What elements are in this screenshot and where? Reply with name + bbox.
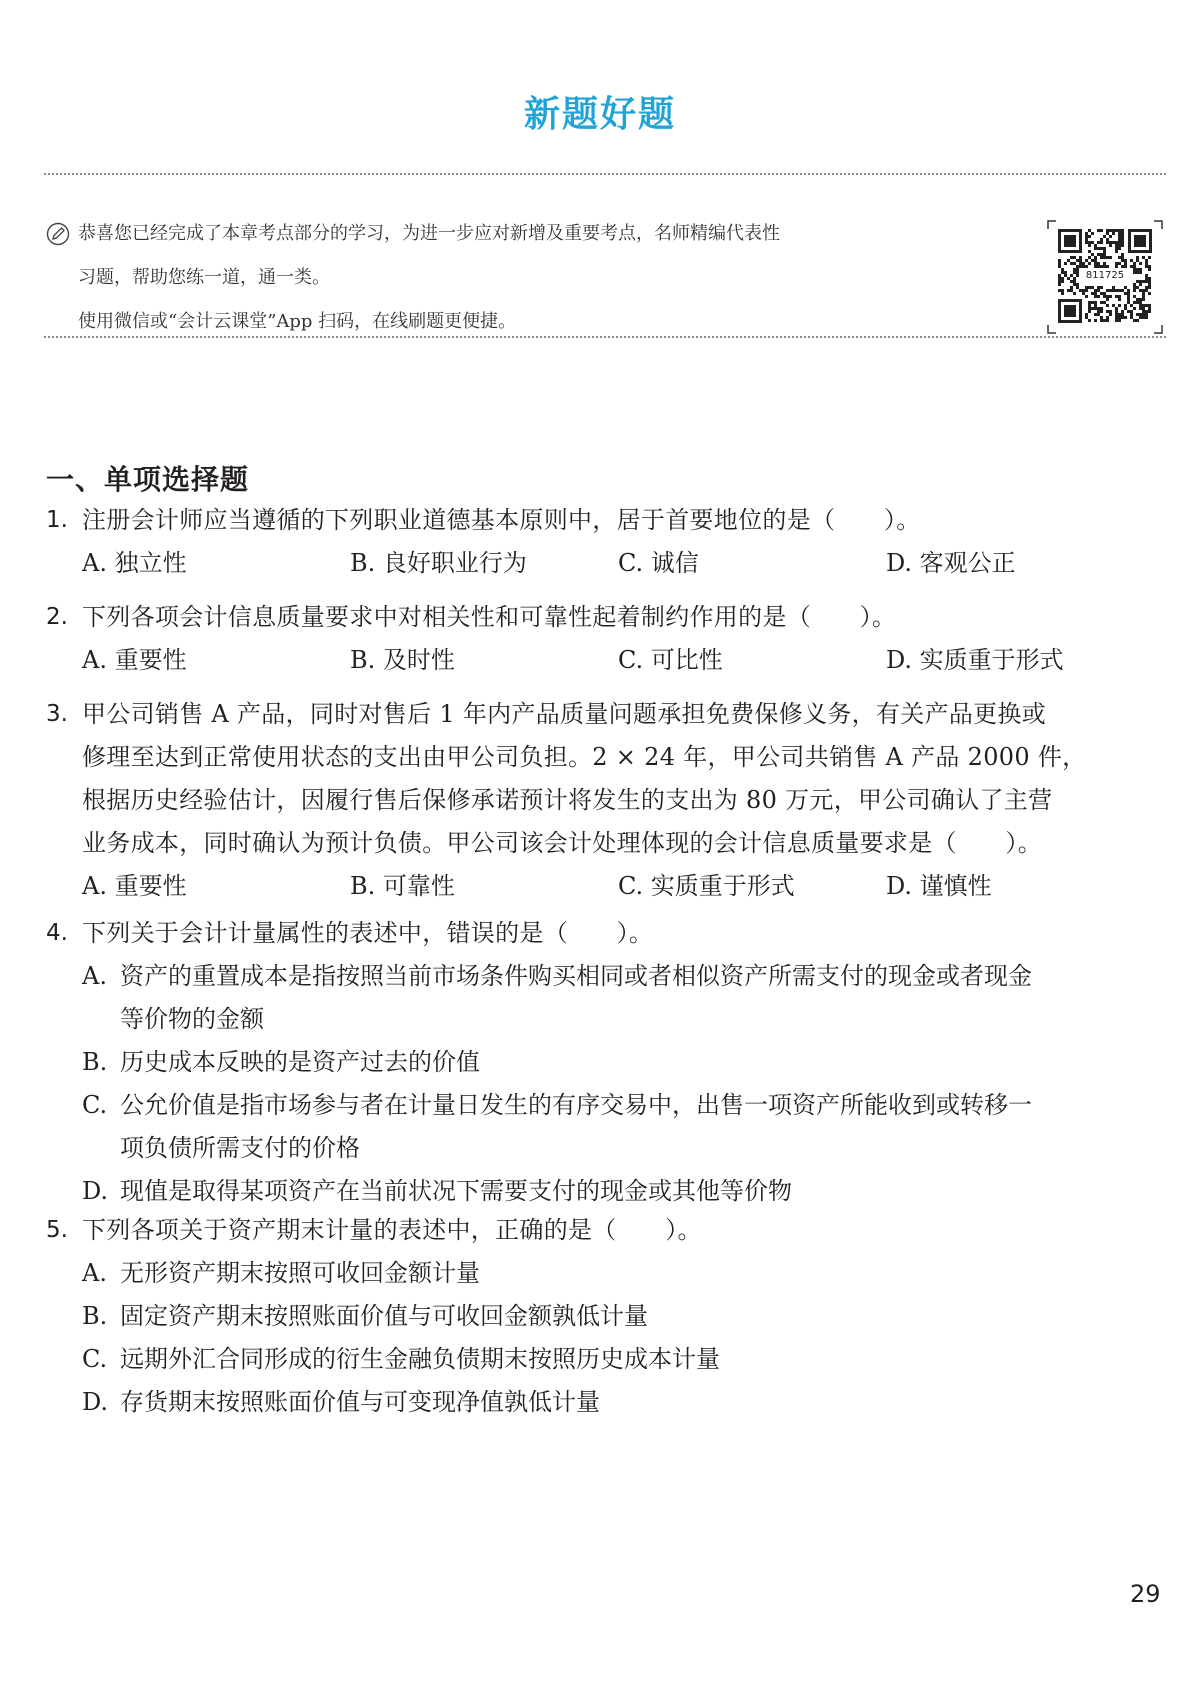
option-b[interactable]: B. 历史成本反映的是资产过去的价值	[82, 1048, 480, 1076]
question-stem: 下列各项会计信息质量要求中对相关性和可靠性起着制约作用的是（ ）。	[82, 603, 897, 631]
intro-text-3: 使用微信或“会计云课堂”App 扫码，在线刷题更便捷。	[78, 311, 517, 332]
question-stem-line: 根据历史经验估计，因履行售后保修承诺预计将发生的支出为 80 万元，甲公司确认了主营	[82, 786, 1053, 814]
qr-code[interactable]	[1046, 219, 1164, 335]
option-a[interactable]: A. 无形资产期末按照可收回金额计量	[82, 1259, 480, 1287]
page-title: 新题好题	[523, 94, 676, 135]
intro-text-2: 习题，帮助您练一道，通一类。	[78, 267, 330, 288]
question-stem-line: 甲公司销售 A 产品，同时对售后 1 年内产品质量问题承担免费保修义务，有关产品更换或	[82, 700, 1047, 728]
options-row	[46, 865, 1168, 908]
question-stem-line: 修理至达到正常使用状态的支出由甲公司负担。2 × 24 年，甲公司共销售 A 产品 2000 件，	[82, 743, 1087, 771]
options-row	[46, 639, 1168, 682]
options-row	[46, 542, 1168, 585]
intro-line	[46, 256, 1006, 300]
intro-line	[46, 212, 1006, 256]
option-a[interactable]: A. 资产的重置成本是指按照当前市场条件购买相同或者相似资产所需支付的现金或者现金 等价物的金额	[82, 962, 1032, 1033]
section-title: 一、单项选择题	[46, 463, 250, 496]
question-5	[46, 1209, 1168, 1424]
question-stem: 下列各项关于资产期末计量的表述中，正确的是（ ）。	[82, 1216, 702, 1244]
options-list	[46, 1252, 1168, 1424]
question-stem: 注册会计师应当遵循的下列职业道德基本原则中，居于首要地位的是（ ）。	[82, 506, 921, 534]
option-d[interactable]: D. 谨慎性	[886, 872, 992, 900]
option-b[interactable]: B. 良好职业行为	[350, 549, 527, 577]
option-b[interactable]: B. 固定资产期末按照账面价值与可收回金额孰低计量	[82, 1302, 648, 1330]
option-a[interactable]: A. 重要性	[82, 646, 187, 674]
question-number: 2.	[46, 604, 68, 630]
option-a[interactable]: A. 独立性	[82, 549, 187, 577]
option-d[interactable]: D. 现值是取得某项资产在当前状况下需要支付的现金或其他等价物	[82, 1177, 792, 1205]
question-number: 4.	[46, 920, 68, 946]
option-b[interactable]: B. 可靠性	[350, 872, 455, 900]
question-number: 3.	[46, 701, 68, 727]
top-divider	[44, 173, 1166, 175]
question-3	[46, 693, 1168, 908]
qr-code-label: 811725	[1080, 269, 1130, 283]
question-1	[46, 499, 1168, 585]
option-c[interactable]: C. 公允价值是指市场参与者在计量日发生的有序交易中，出售一项资产所能收到或转移一 项负债所需支付的价格	[82, 1091, 1032, 1162]
question-4	[46, 912, 1168, 1213]
question-number: 1.	[46, 507, 68, 533]
question-stem: 下列关于会计计量属性的表述中，错误的是（ ）。	[82, 919, 654, 947]
option-c[interactable]: C. 可比性	[618, 646, 723, 674]
option-c[interactable]: C. 诚信	[618, 549, 699, 577]
option-d[interactable]: D. 存货期末按照账面价值与可变现净值孰低计量	[82, 1388, 600, 1416]
bottom-divider	[44, 336, 1166, 338]
option-d[interactable]: D. 实质重于形式	[886, 646, 1064, 674]
intro-text-1: 恭喜您已经完成了本章考点部分的学习，为进一步应对新增及重要考点，名师精编代表性	[78, 223, 780, 244]
page-number: 29	[1130, 1580, 1161, 1608]
option-a[interactable]: A. 重要性	[82, 872, 187, 900]
options-list	[46, 955, 1168, 1213]
option-c[interactable]: C. 实质重于形式	[618, 872, 795, 900]
option-d[interactable]: D. 客观公正	[886, 549, 1016, 577]
pen-circle-icon	[46, 222, 70, 246]
option-b[interactable]: B. 及时性	[350, 646, 455, 674]
intro-box	[46, 212, 1006, 344]
question-2	[46, 596, 1168, 682]
question-stem-line: 业务成本，同时确认为预计负债。甲公司该会计处理体现的会计信息质量要求是（ ）。	[82, 829, 1042, 857]
option-c[interactable]: C. 远期外汇合同形成的衍生金融负债期末按照历史成本计量	[82, 1345, 720, 1373]
question-number: 5.	[46, 1217, 68, 1243]
